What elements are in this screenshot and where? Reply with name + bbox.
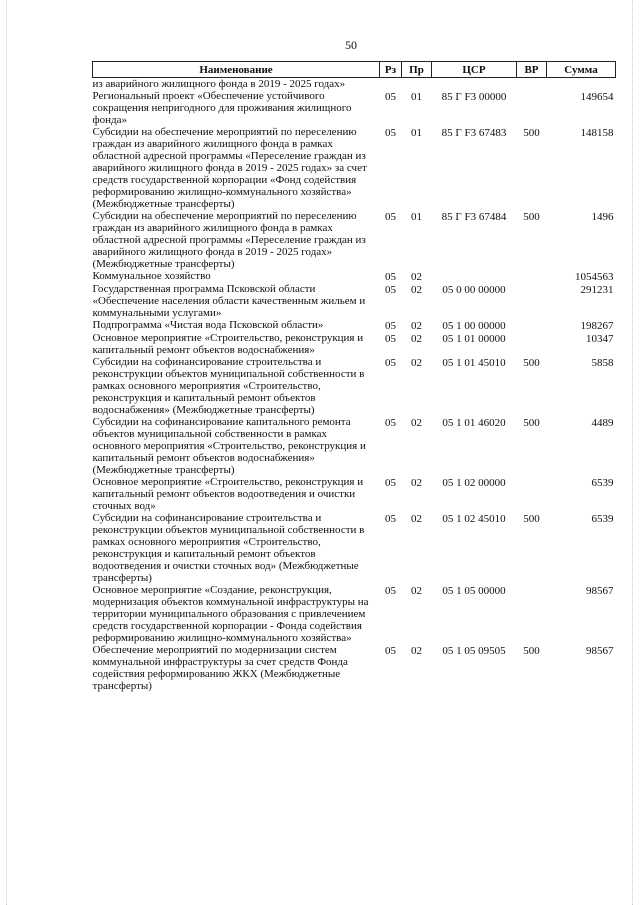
cell-pr: 02	[411, 333, 422, 345]
table-row	[93, 476, 616, 512]
cell-rz: 05	[385, 127, 396, 139]
table-body	[93, 78, 616, 693]
cell-pr: 02	[411, 320, 422, 332]
cell-vr: 500	[523, 513, 540, 525]
cell-sum: 1054563	[575, 271, 614, 283]
cell-vr: 500	[523, 211, 540, 223]
cell-name: Обеспечение мероприятий по модернизации систем коммунальной инфраструктуры за счет средств Фонда содействия реформированию ЖКХ (Межбюджетные трансферты)	[92, 644, 348, 692]
cell-rz: 05	[385, 417, 396, 429]
cell-sum: 98567	[586, 645, 614, 657]
cell-sum: 6539	[591, 477, 614, 489]
table-row	[93, 319, 616, 332]
cell-csr: 05 1 00 00000	[442, 320, 506, 332]
cell-name: Основное мероприятие «Строительство, реконструкция и капитальный ремонт объектов водоснабжения»	[92, 332, 364, 356]
cell-rz: 05	[385, 477, 396, 489]
page-number: 50	[345, 38, 357, 52]
cell-vr	[517, 319, 547, 332]
cell-pr: 02	[411, 477, 422, 489]
cell-sum	[547, 78, 616, 91]
cell-rz	[380, 78, 402, 91]
cell-pr: 02	[411, 284, 422, 296]
table-row	[93, 210, 616, 270]
cell-csr	[432, 78, 517, 91]
cell-csr: 05 1 01 00000	[442, 333, 506, 345]
cell-pr: 02	[411, 417, 422, 429]
cell-rz: 05	[385, 585, 396, 597]
cell-name: из аварийного жилищного фонда в 2019 - 2025 годах»	[92, 78, 346, 90]
cell-sum: 4489	[591, 417, 614, 429]
table-row	[93, 283, 616, 319]
cell-csr: 85 Г F3 67484	[441, 211, 507, 223]
cell-sum: 291231	[580, 284, 614, 296]
cell-sum: 5858	[591, 357, 614, 369]
cell-csr	[432, 270, 517, 283]
cell-pr: 01	[411, 127, 422, 139]
cell-csr: 05 1 02 00000	[442, 477, 506, 489]
cell-sum: 198267	[580, 320, 614, 332]
cell-name: Коммунальное хозяйство	[92, 270, 211, 282]
cell-csr: 05 1 05 09505	[442, 645, 506, 657]
cell-rz: 05	[385, 211, 396, 223]
cell-pr: 02	[411, 271, 422, 283]
header-sum: Сумма	[547, 62, 616, 78]
cell-vr	[517, 90, 547, 126]
cell-rz: 05	[385, 333, 396, 345]
cell-sum: 148158	[580, 127, 614, 139]
cell-name: Субсидии на обеспечение мероприятий по переселению граждан из аварийного жилищного фонда в рамках областной адресной программы «Переселение граждан из аварийного жилищного фонда в 2019 - 2025 годах» за счет средств государственной корпорации «Фонд содействия реформированию жилищно-коммунального хозяйства» (Межбюджетные трансферты)	[92, 126, 367, 210]
cell-pr	[402, 78, 432, 91]
scan-edge-right	[632, 0, 633, 905]
header-name: Наименование	[93, 62, 380, 78]
cell-csr: 85 Г F3 67483	[441, 127, 507, 139]
cell-sum: 149654	[580, 91, 614, 103]
cell-csr: 85 Г F3 00000	[441, 91, 507, 103]
cell-name: Субсидии на софинансирование строительства и реконструкции объектов муниципальной собственности в рамках основного мероприятия «Строительство, реконструкция и капитальный ремонт объектов водоснабжения» (Межбюджетные трансферты)	[92, 356, 365, 416]
cell-rz: 05	[385, 357, 396, 369]
table-row	[93, 512, 616, 584]
cell-vr	[517, 270, 547, 283]
header-csr: ЦСР	[432, 62, 517, 78]
cell-vr: 500	[523, 127, 540, 139]
cell-pr: 01	[411, 91, 422, 103]
table-row	[93, 584, 616, 644]
cell-rz: 05	[385, 284, 396, 296]
scan-edge-left	[6, 0, 7, 905]
cell-rz: 05	[385, 513, 396, 525]
cell-name: Субсидии на софинансирование строительства и реконструкции объектов муниципальной собственности в рамках основного мероприятия «Строительство, реконструкция и капитальный ремонт объектов водоотведения и очистки сточных вод» (Межбюджетные трансферты)	[92, 512, 365, 584]
cell-csr: 05 1 05 00000	[442, 585, 506, 597]
table-row	[93, 90, 616, 126]
cell-vr	[517, 78, 547, 91]
cell-vr: 500	[523, 417, 540, 429]
table-row	[93, 356, 616, 416]
cell-name: Государственная программа Псковской области «Обеспечение населения области качественным жильем и коммунальными услугами»	[92, 283, 366, 319]
cell-rz: 05	[385, 320, 396, 332]
cell-name: Субсидии на софинансирование капитального ремонта объектов муниципальной собственности в рамках основного мероприятия «Строительство, реконструкция и капитальный ремонт объектов водоснабжения» (Межбюджетные трансферты)	[92, 416, 366, 476]
cell-vr	[517, 332, 547, 356]
cell-vr	[517, 476, 547, 512]
cell-vr: 500	[523, 645, 540, 657]
cell-pr: 02	[411, 585, 422, 597]
cell-vr	[517, 283, 547, 319]
table-row	[93, 270, 616, 283]
cell-sum: 10347	[586, 333, 614, 345]
cell-pr: 01	[411, 211, 422, 223]
header-rz: Рз	[380, 62, 402, 78]
cell-rz: 05	[385, 91, 396, 103]
budget-table-container	[92, 61, 615, 692]
cell-csr: 05 0 00 00000	[442, 284, 506, 296]
table-row	[93, 78, 616, 91]
cell-name: Основное мероприятие «Строительство, реконструкция и капитальный ремонт объектов водоотведения и очистки сточных вод»	[92, 476, 364, 512]
table-row	[93, 126, 616, 210]
cell-sum: 6539	[591, 513, 614, 525]
cell-sum: 98567	[586, 585, 614, 597]
cell-vr	[517, 584, 547, 644]
cell-csr: 05 1 01 46020	[442, 417, 506, 429]
header-vr: ВР	[517, 62, 547, 78]
cell-name: Подпрограмма «Чистая вода Псковской области»	[92, 319, 324, 331]
cell-rz: 05	[385, 645, 396, 657]
table-row	[93, 644, 616, 692]
table-row	[93, 416, 616, 476]
cell-sum: 1496	[591, 211, 614, 223]
cell-csr: 05 1 02 45010	[442, 513, 506, 525]
cell-pr: 02	[411, 645, 422, 657]
cell-name: Основное мероприятие «Создание, реконструкция, модернизация объектов коммунальной инфраструктуры на территории муниципального образования с привлечением средств государственной корпорации - Фонда содействия реформированию жилищно-коммунального хозяйства»	[92, 584, 369, 644]
cell-name: Субсидии на обеспечение мероприятий по переселению граждан из аварийного жилищного фонда в рамках областной адресной программы «Переселение граждан из аварийного жилищного фонда в 2019 - 2025 годах» (Межбюджетные трансферты)	[92, 210, 366, 270]
cell-name: Региональный проект «Обеспечение устойчивого сокращения непригодного для проживания жилищного фонда»	[92, 90, 352, 126]
cell-pr: 02	[411, 357, 422, 369]
budget-table	[92, 61, 616, 692]
table-header-row	[93, 62, 616, 78]
cell-vr: 500	[523, 357, 540, 369]
cell-rz: 05	[385, 271, 396, 283]
cell-pr: 02	[411, 513, 422, 525]
header-pr: Пр	[402, 62, 432, 78]
table-row	[93, 332, 616, 356]
cell-csr: 05 1 01 45010	[442, 357, 506, 369]
